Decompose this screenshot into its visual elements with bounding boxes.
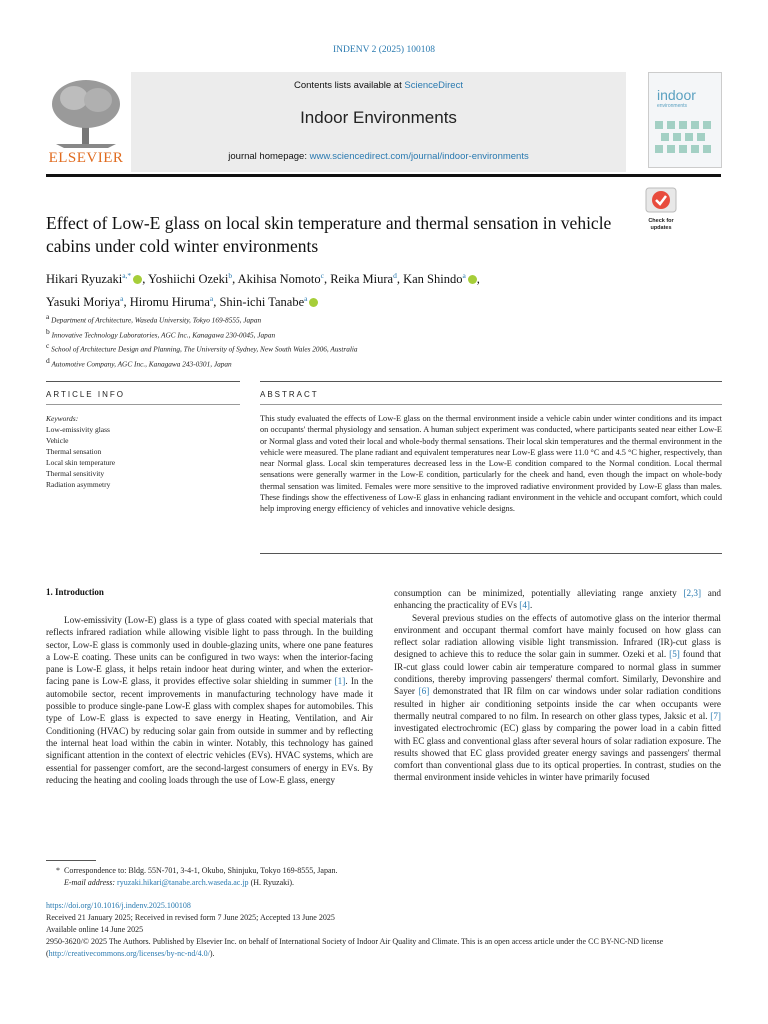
keywords-label: Keywords: (46, 414, 79, 423)
author-separator: , (232, 272, 238, 287)
reference-link[interactable]: [6] (418, 686, 430, 697)
author-affiliation-marker[interactable]: a (120, 294, 124, 304)
abstract-bottom-rule (260, 553, 722, 554)
text-run: and enhancing the practicality of EVs (394, 588, 722, 611)
contents-prefix: Contents lists available at (294, 80, 405, 91)
body-column-left (46, 614, 373, 786)
reference-link[interactable]: [7] (710, 710, 721, 721)
author-separator: , (213, 295, 220, 310)
reference-link[interactable]: [5] (669, 649, 680, 660)
running-head[interactable]: INDENV 2 (2025) 100108 (333, 45, 435, 55)
affiliation (46, 340, 696, 355)
license-link[interactable]: http://creativecommons.org/licenses/by-nc-nd/4.0/ (48, 949, 210, 958)
author-affiliation-marker[interactable]: d (393, 271, 397, 280)
license-text-end: ). (209, 949, 215, 958)
abstract-text: This study evaluated the effects of Low-E glass on the thermal environment inside a vehicle cabin under winter conditions and its impact on occupants' thermal physiology and sensation. A human subject experiment was conducted, where participants seated near either Low-E or Normal glass and voted their local and whole-body thermal sensations. Their local skin temperatures and the thermal environment in the vehicle were measured. The plane radiant and equivalent temperatures near Low-E glass were 11.0 °C and 4.5 °C higher, respectively, than near Normal glass. Local skin temperatures decreased less in the Low-E condition compared to the Normal condition. Local thermal sensations were generally warmer in the Low-E condition, particularly for the cheek and hand, even though the impact on whole-body thermal sensation was limited. Females were more sensitive to the improved radiative environment provided by Low-E glass than males. These findings show the effectiveness of Low-E glass in enhancing radiant environment in the vehicle and occupant comfort, which could help improving energy efficiency of vehicles and innovative vehicle designs. (260, 414, 722, 514)
author-affiliation-marker[interactable]: a (462, 271, 466, 280)
article-info-subrule (46, 404, 240, 405)
correspondence-line (46, 865, 721, 877)
journal-header (46, 72, 721, 172)
author-list (46, 266, 696, 312)
author-name: Hikari Ryuzaki (46, 272, 123, 287)
abstract-rule (260, 381, 722, 382)
affiliation (46, 326, 696, 341)
author-name: Hiromu Hiruma (129, 295, 210, 310)
reference-link[interactable]: [2,3] (683, 588, 702, 598)
journal-name: Indoor Environments (300, 108, 457, 127)
text-run: . In the automobile sector, recent improvements in manufacturing technology have made it possible to produce single-pane Low-E glass with complex shapes for automobiles. This type of Low-E glass is expected to save energy in Heating, Ventilation, and Air Conditioning (HVAC) by reducing solar gain from outside in summer and by reflecting the internal heat load within the cabin in winter. Notably, this technology has gained significant attention in the context of electric vehicles (EVs). HVAC systems, which are essential for passenger comfort, are the second-largest consumers of energy in EVs. By reducing the heating and cooling loads through the use of Low-E glass, energy (46, 676, 373, 785)
paragraph (394, 612, 721, 784)
correspondence-footnote (46, 865, 721, 889)
affiliation-list (46, 311, 696, 370)
author-name: Yoshiichi Ozeki (147, 272, 229, 287)
email-line (46, 877, 721, 889)
available-online: Available online 14 June 2025 (46, 925, 144, 934)
elsevier-wordmark: ELSEVIER (48, 150, 124, 166)
author-name: Reika Miura (330, 272, 394, 287)
contents-line (131, 80, 626, 91)
paragraph (394, 587, 721, 612)
cover-title: indoor (657, 87, 696, 103)
author-name: Akihisa Nomoto (237, 272, 321, 287)
license-text: 2950-3620/© 2025 The Authors. Published by Elsevier Inc. on behalf of International Society of Indoor Air Quality and Climate. This is an open access article under the CC BY-NC-ND license ( (46, 937, 664, 958)
section-heading-introduction: 1. Introduction (46, 587, 104, 597)
author-separator: , (476, 272, 480, 287)
author-affiliation-marker[interactable]: c (320, 271, 324, 280)
text-run: . (529, 600, 533, 611)
paragraph (46, 614, 373, 786)
author-separator: , (396, 272, 404, 287)
keyword[interactable]: Low-emissivity glass (46, 425, 110, 434)
keyword[interactable]: Thermal sensitivity (46, 469, 105, 478)
article-info-heading: ARTICLE INFO (46, 390, 125, 399)
affiliation-marker: c (46, 341, 50, 351)
article-title: Effect of Low-E glass on local skin temperature and thermal sensation in vehicle cabins under cold winter environments (46, 213, 612, 256)
keyword[interactable]: Radiation asymmetry (46, 480, 111, 489)
doi-link[interactable]: https://doi.org/10.1016/j.indenv.2025.100108 (46, 901, 191, 910)
author-separator: , (142, 272, 148, 287)
author-affiliation-marker[interactable]: a (304, 294, 308, 304)
affiliation-text: Automotive Company, AGC Inc., Kanagawa 243-0301, Japan (51, 359, 232, 369)
crossmark-label-1: Check for (648, 218, 674, 224)
affiliation-marker: b (46, 326, 50, 336)
orcid-icon[interactable] (468, 275, 477, 284)
footnote-marker: * (56, 866, 60, 875)
cover-subtitle: environments (657, 103, 688, 109)
affiliation-text: Department of Architecture, Waseda University, Tokyo 169-8555, Japan (51, 315, 262, 325)
correspondence-text: Correspondence to: Bldg. 55N-701, 3-4-1, Okubo, Shinjuku, Tokyo 169-8555, Japan. (64, 866, 338, 875)
author-name: Kan Shindo (403, 272, 463, 287)
keyword[interactable]: Vehicle (46, 436, 69, 445)
keywords-block (46, 413, 246, 490)
author[interactable] (330, 272, 397, 286)
author[interactable] (130, 295, 214, 309)
sciencedirect-link[interactable]: ScienceDirect (404, 80, 463, 91)
header-rule (46, 174, 721, 177)
email-link[interactable]: ryuzaki.hikari@tanabe.arch.waseda.ac.jp (117, 878, 249, 887)
text-run: Low-emissivity (Low-E) glass is a type of glass coated with special materials that reflects infrared radiation while allowing visible light to pass through. In the building sector, Low-E glass is commonly used in double-glazing units, where one pane features a Low-E coating. These units can be configured in two ways: when the interior-facing pane is Low-E glass, it helps retain indoor heat during winter, and when the exterior-facing pane is Low-E glass, it provides effective solar shielding in summer (46, 615, 373, 687)
article-metadata (46, 900, 726, 960)
orcid-icon[interactable] (309, 298, 318, 307)
affiliation-text: Innovative Technology Laboratories, AGC Inc., Kanagawa 230-0045, Japan (51, 330, 276, 340)
affiliation-marker: d (46, 355, 50, 365)
affiliation (46, 355, 696, 370)
author-name: Shin-ichi Tanabe (219, 295, 305, 310)
homepage-line (131, 151, 626, 162)
reference-link[interactable]: [4] (519, 600, 530, 611)
article-info-rule (46, 381, 240, 382)
journal-title-box (131, 72, 626, 172)
check-for-updates-badge[interactable] (644, 187, 678, 229)
keyword[interactable]: Local skin temperature (46, 458, 116, 467)
journal-cover-thumbnail[interactable] (648, 72, 722, 168)
crossmark-icon (644, 187, 678, 213)
keyword[interactable]: Thermal sensation (46, 447, 102, 456)
author-name: Yasuki Moriya (46, 295, 121, 310)
author-separator: , (123, 295, 130, 310)
email-label: E-mail address: (64, 878, 118, 887)
homepage-prefix: journal homepage: (228, 151, 310, 162)
author[interactable] (219, 295, 318, 309)
author[interactable] (46, 272, 142, 286)
abstract-heading: ABSTRACT (260, 390, 319, 399)
affiliation-text: School of Architecture Design and Planning, The University of Sydney, New South Wales 2006, Australia (51, 344, 358, 354)
text-run: consumption can be minimized, potentially alleviating range anxiety (394, 588, 684, 598)
author-affiliation-marker[interactable]: a,* (122, 271, 132, 280)
author[interactable] (46, 295, 123, 309)
abstract-subrule (260, 404, 722, 405)
received-dates: Received 21 January 2025; Received in revised form 7 June 2025; Accepted 13 June 2025 (46, 913, 335, 922)
keyword-list (46, 424, 246, 490)
reference-link[interactable]: [1] (334, 676, 346, 687)
text-run: found that IR-cut glass could lower cabin air temperature compared to normal glass in summer conditions, thereby improving passengers' thermal comfort. Similarly, Devonshire and Sayer (394, 649, 721, 697)
text-run: demonstrated that IR film on car windows under solar radiation conditions resulted in higher air conditioning setpoints inside the car when occupants were thermally neutral compared to no film. In research on other glass types, Jaksic et al. (394, 686, 721, 721)
author-affiliation-marker[interactable]: b (228, 271, 233, 280)
orcid-icon[interactable] (133, 275, 142, 284)
journal-homepage-link[interactable]: www.sciencedirect.com/journal/indoor-environments (309, 151, 529, 162)
author[interactable] (148, 272, 232, 286)
author-affiliation-marker[interactable]: a (209, 294, 214, 304)
author[interactable] (238, 272, 324, 286)
author[interactable] (403, 272, 477, 286)
license-line (46, 936, 726, 960)
text-run: Several previous studies on the effects of automotive glass on the interior thermal environment and occupant thermal comfort have mainly focused on how glass can reflect solar radiation allowing visible light transmission. Infrared (IR)-cut glass is designed to achieve this to reduce the solar gain in summer. Ozeki et al. (394, 612, 721, 660)
author-separator: , (323, 272, 331, 287)
affiliation (46, 311, 696, 326)
body-column-right (394, 587, 721, 784)
footnote-rule (46, 860, 96, 861)
cover-pattern-icon (649, 117, 721, 167)
text-run: investigated electrochromic (EC) glass by comparing the power load in a cabin fitted with EC glass and conventional glass after several hours of solar radiation exposure. The results showed that EC glass provided greater energy savings and passengers' thermal comfort than conventional glass due to its optical properties. In contrast, studies on the thermal environment inside vehicles in winter have primarily focused (394, 723, 721, 783)
affiliation-marker: a (46, 312, 50, 321)
email-suffix: (H. Ryuzaki). (248, 878, 295, 887)
crossmark-label-2: updates (650, 225, 672, 231)
